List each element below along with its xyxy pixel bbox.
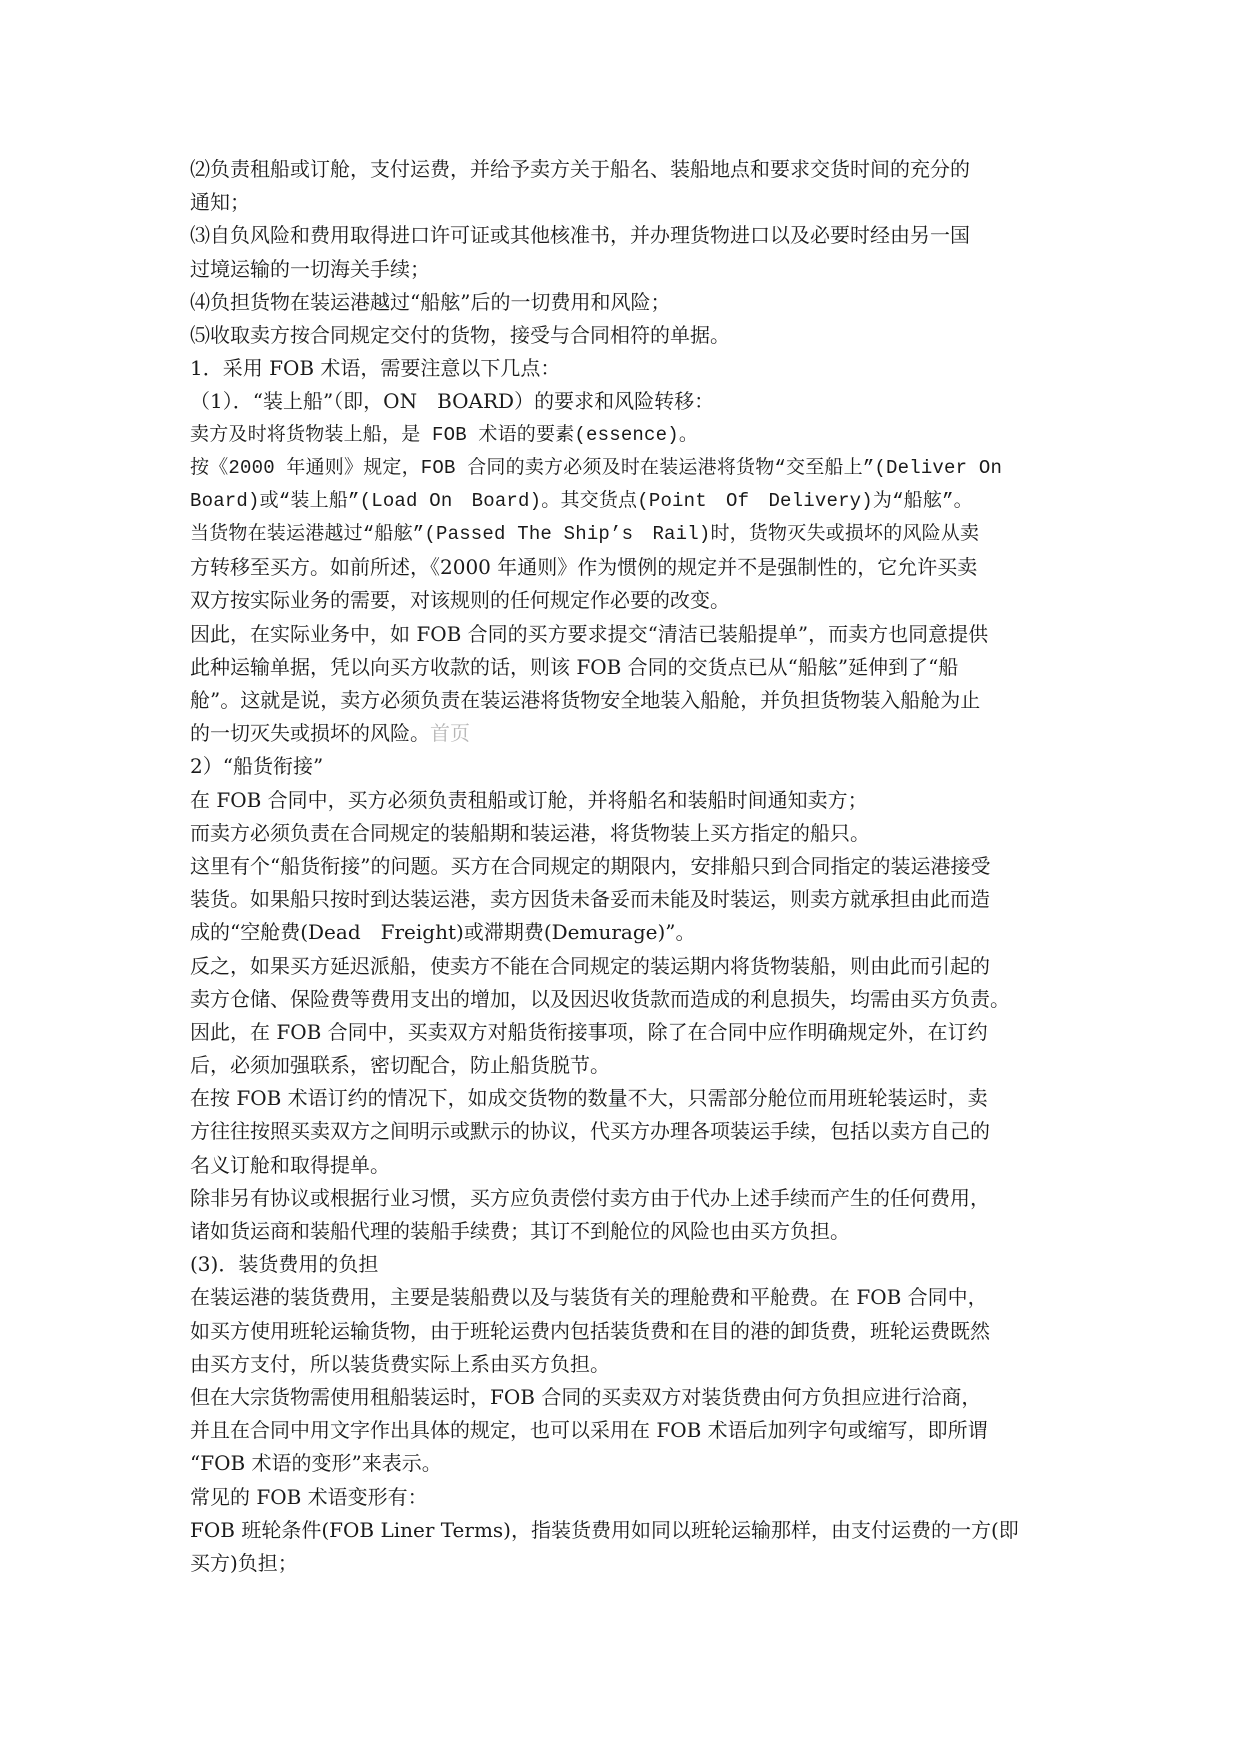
text-line: 诸如货运商和装船代理的装船手续费；其订不到舱位的风险也由买方负担。 — [190, 1219, 850, 1243]
text-line: 常见的 FOB 术语变形有： — [190, 1484, 428, 1509]
text-line: ⑶自负风险和费用取得进口许可证或其他核准书，并办理货物进口以及必要时经由另一国 — [190, 223, 970, 248]
text-line: 通知； — [190, 190, 250, 215]
text-line: 卖方及时将货物装上船，是 FOB 术语的要素(essence)。 — [190, 423, 699, 446]
text-line: Board)或“装上船”(Load On Board)。其交货点(Point Of Delivery)为“船舷”。 — [190, 489, 973, 512]
text-line: 过境运输的一切海关手续； — [190, 256, 430, 281]
subsection-heading: (3)．装货费用的负担 — [190, 1252, 379, 1277]
text-line: 当货物在装运港越过“船舷”(Passed The Ship’s Rail)时，货物灭失或损坏的风险从卖 — [190, 523, 980, 546]
subsection-heading: 2）“船货衔接” — [190, 754, 324, 779]
subsection-heading: （1）．“装上船”（即，ON BOARD）的要求和风险转移： — [190, 389, 715, 414]
text-line: 卖方仓储、保险费等费用支出的增加，以及因迟收货款而造成的利息损失，均需由买方负责。 — [190, 986, 1010, 1011]
document-body — [190, 153, 1070, 1580]
text-line: 名义订舱和取得提单。 — [190, 1152, 390, 1177]
text-line: ⑸收取卖方按合同规定交付的货物，接受与合同相符的单据。 — [190, 322, 730, 347]
text-line: 按《2000 年通则》规定，FOB 合同的卖方必须及时在装运港将货物“交至船上”(Deliver On — [190, 456, 1003, 479]
home-link[interactable]: 首页 — [430, 721, 470, 746]
text-line: ⑵负责租船或订舱，支付运费，并给予卖方关于船名、装船地点和要求交货时间的充分的 — [190, 157, 970, 181]
text-line: 双方按实际业务的需要，对该规则的任何规定作必要的改变。 — [190, 588, 730, 613]
text-line: 成的“空舱费(Dead Freight)或滞期费(Demurage)”。 — [190, 920, 696, 945]
text-line: 后，必须加强联系，密切配合，防止船货脱节。 — [190, 1053, 610, 1078]
text-line: FOB 班轮条件(FOB Liner Terms)，指装货费用如同以班轮运输那样，由支付运费的一方(即 — [190, 1517, 1019, 1542]
text-line: 反之，如果买方延迟派船，使卖方不能在合同规定的装运期内将货物装船，则由此而引起的 — [190, 953, 990, 978]
text-line: 方转移至买方。如前所述，《2000 年通则》作为惯例的规定并不是强制性的，它允许买卖 — [190, 555, 978, 580]
text-line: 由买方支付，所以装货费实际上系由买方负担。 — [190, 1351, 610, 1376]
text-line: 因此，在 FOB 合同中，买卖双方对船货衔接事项，除了在合同中应作明确规定外，在订约 — [190, 1019, 988, 1044]
section-heading: 1．采用 FOB 术语，需要注意以下几点： — [190, 356, 561, 381]
text-line: 舱”。这就是说，卖方必须负责在装运港将货物安全地装入船舱，并负担货物装入船舱为止 — [190, 688, 981, 712]
text-line: 在按 FOB 术语订约的情况下，如成交货物的数量不大，只需部分舱位而用班轮装运时，卖 — [190, 1086, 988, 1111]
text-line: 买方)负担； — [190, 1550, 298, 1575]
text-line: 这里有个“船货衔接”的问题。买方在合同规定的期限内，安排船只到合同指定的装运港接受 — [190, 853, 991, 878]
text-line: 而卖方必须负责在合同规定的装船期和装运港，将货物装上买方指定的船只。 — [190, 820, 870, 845]
text-line: 装货。如果船只按时到达装运港，卖方因货未备妥而未能及时装运，则卖方就承担由此而造 — [190, 887, 990, 912]
text-line: 此种运输单据，凭以向买方收款的话，则该 FOB 合同的交货点已从“船舷”延伸到了“船 — [190, 654, 959, 679]
text-line: 但在大宗货物需使用租船装运时，FOB 合同的买卖双方对装货费由何方负担应进行洽商， — [190, 1384, 982, 1409]
text-line: 在装运港的装货费用，主要是装船费以及与装货有关的理舱费和平舱费。在 FOB 合同中， — [190, 1285, 988, 1310]
text-line: 除非另有协议或根据行业习惯，买方应负责偿付卖方由于代办上述手续而产生的任何费用， — [190, 1185, 990, 1210]
text-line: 如买方使用班轮运输货物，由于班轮运费内包括装货费和在目的港的卸货费，班轮运费既然 — [190, 1318, 990, 1343]
text-span: 的一切灭失或损坏的风险。 — [190, 721, 430, 746]
text-line: ⑷负担货物在装运港越过“船舷”后的一切费用和风险； — [190, 289, 671, 314]
text-line: 方往往按照买卖双方之间明示或默示的协议，代买方办理各项装运手续，包括以卖方自己的 — [190, 1119, 990, 1144]
text-line: 因此，在实际业务中，如 FOB 合同的买方要求提交“清洁已装船提单”，而卖方也同意提供 — [190, 621, 989, 646]
text-line: 在 FOB 合同中，买方必须负责租船或订舱，并将船名和装船时间通知卖方； — [190, 787, 868, 812]
text-line-with-link — [190, 717, 1070, 750]
text-line: 并且在合同中用文字作出具体的规定，也可以采用在 FOB 术语后加列字句或缩写，即所谓 — [190, 1418, 988, 1443]
text-line: “FOB 术语的变形”来表示。 — [190, 1451, 442, 1476]
